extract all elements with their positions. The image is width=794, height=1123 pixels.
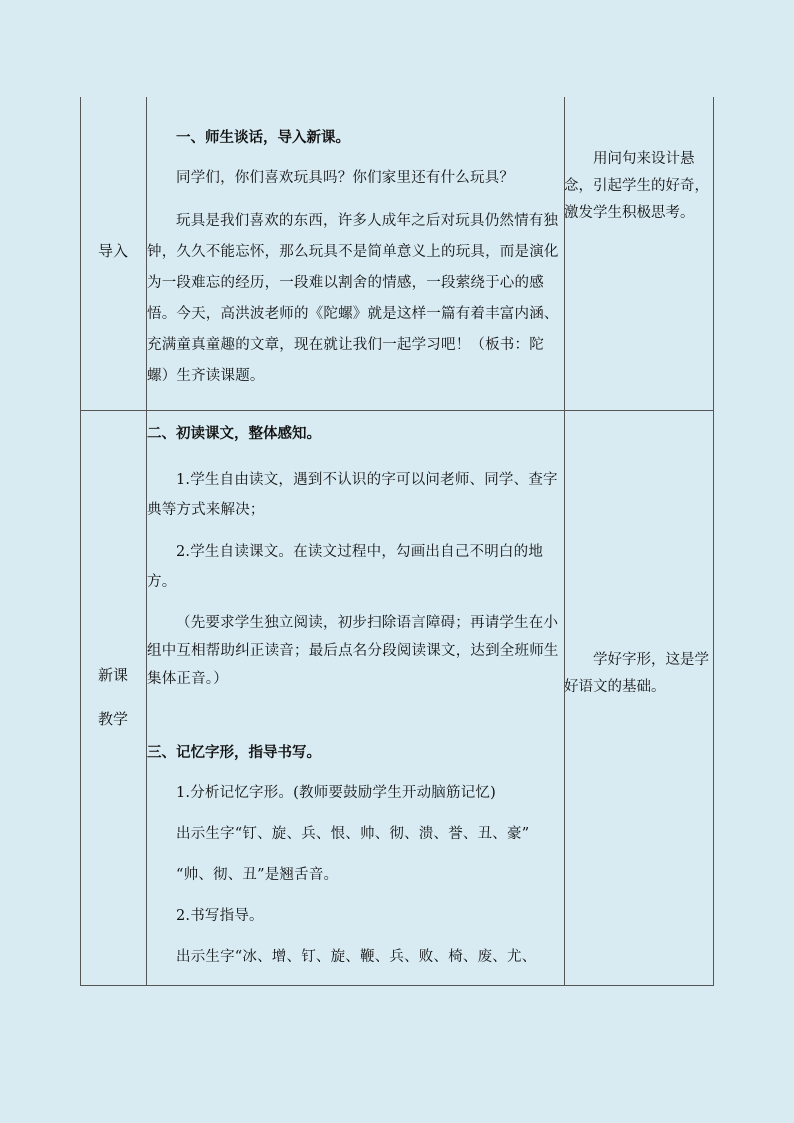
row-divider bbox=[80, 410, 714, 411]
paragraph: 玩具是我们喜欢的东西，许多人成年之后对玩具仍然情有独钟，久久不能忘怀，那么玩具不是简单意义上的玩具，而是演化为一段难忘的经历，一段难以割舍的情感，一段萦绕于心的感悟。今天，高洪波老师的《陀螺》就是这样一篇有着丰富内涵、充满童真童趣的文章，现在就让我们一起学习吧！（板书：陀螺）生齐读课题。 bbox=[147, 213, 559, 384]
section-content-new-lesson bbox=[147, 420, 564, 971]
table-border-right bbox=[713, 97, 714, 986]
design-note-intro: 用问句来设计悬念，引起学生的好奇，激发学生积极思考。 bbox=[564, 151, 709, 221]
paragraph: 1.学生自由读文，遇到不认识的字可以问老师、同学、查字典等方式来解决； bbox=[147, 472, 558, 518]
table-divider-2 bbox=[564, 97, 565, 986]
section-label-intro: 导入 bbox=[97, 242, 128, 260]
paragraph: 出示生字“冰、增、钉、旋、鞭、兵、败、椅、废、尤、 bbox=[176, 949, 537, 965]
section-heading: 三、记忆字形，指导书写。 bbox=[147, 744, 321, 761]
paragraph: 2.书写指导。 bbox=[176, 908, 264, 924]
table-border-left bbox=[80, 97, 81, 986]
section-heading: 一、师生谈话，导入新课。 bbox=[176, 129, 350, 146]
paragraph: “帅、彻、丑”是翘舌音。 bbox=[176, 867, 339, 883]
paragraph: （先要求学生独立阅读，初步扫除语言障碍；再请学生在小组中互相帮助纠正读音；最后点名分段阅读课文，达到全班师生集体正音。） bbox=[147, 615, 559, 687]
paragraph: 2.学生自读课文。在读文过程中，勾画出自己不明白的地方。 bbox=[147, 544, 544, 590]
section-content-intro bbox=[147, 124, 564, 392]
paragraph: 出示生字“钉、旋、兵、恨、帅、彻、溃、誉、丑、豪” bbox=[176, 826, 530, 842]
design-note-new-lesson: 学好字形，这是学好语文的基础。 bbox=[564, 652, 709, 695]
section-heading: 二、初读课文，整体感知。 bbox=[147, 425, 321, 442]
paragraph: 1.分析记忆字形。(教师要鼓励学生开动脑筋记忆) bbox=[176, 785, 496, 801]
section-label-new-lesson: 新课 教学 bbox=[97, 666, 128, 728]
table-border-bottom bbox=[80, 985, 714, 986]
paragraph: 同学们，你们喜欢玩具吗？你们家里还有什么玩具？ bbox=[176, 170, 515, 186]
